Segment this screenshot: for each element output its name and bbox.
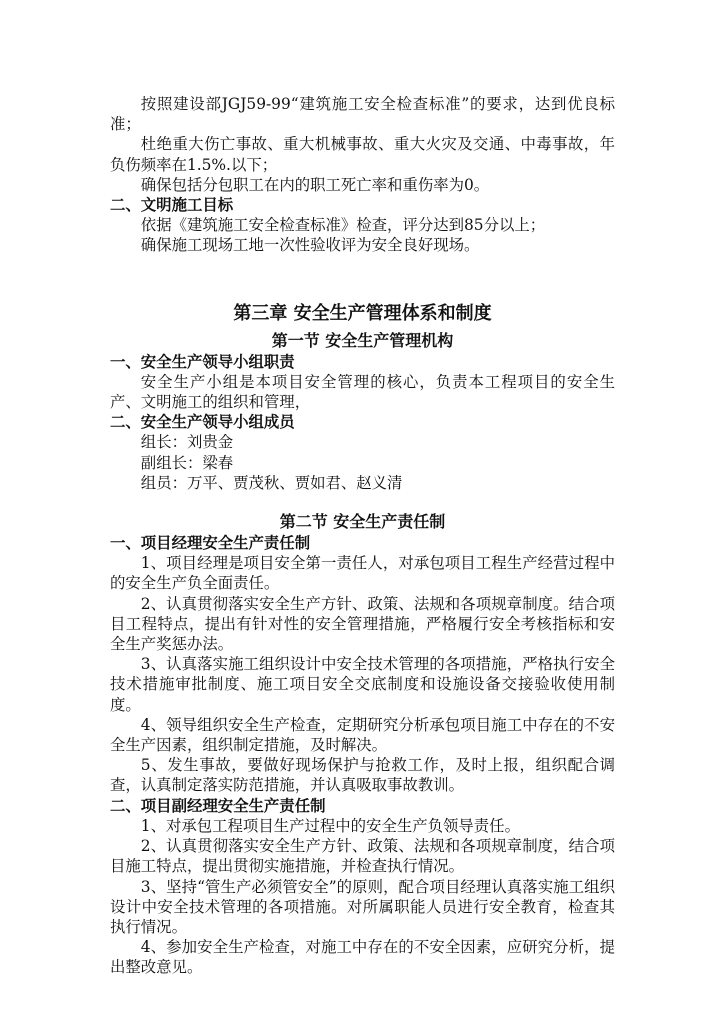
document-page — [110, 94, 615, 978]
deputy-pm-item: 3、坚持“管生产必须管安全”的原则，配合项目经理认真落实施工组织设计中安全技术管理的各项措施。对所属职能人员进行安全教育，检查其执行情况。 — [110, 877, 615, 936]
pm-item: 1、项目经理是项目安全第一责任人，对承包项目工程生产经营过程中的安全生产负全面责任。 — [110, 554, 615, 593]
deputy-pm-item: 1、对承包工程项目生产过程中的安全生产负领导责任。 — [140, 816, 520, 835]
intro-paragraph-1: 按照建设部JGJ59-99“建筑施工安全检查标准”的要求，达到优良标准； — [110, 95, 615, 134]
leadership-duties-paragraph: 安全生产小组是本项目安全管理的核心，负责本工程项目的安全生产、文明施工的组织和管理， — [110, 372, 615, 412]
pm-item: 5、发生事故，要做好现场保护与抢救工作，及时上报，组织配合调查，认真制定落实防范措施，并认真吸取事故教训。 — [110, 756, 615, 795]
pm-item: 3、认真落实施工组织设计中安全技术管理的各项措施，严格执行安全技术措施审批制度、施工项目安全交底制度和设施设备交接验收使用制度。 — [110, 655, 615, 714]
civil-goal-heading: 二、文明施工目标 — [110, 196, 234, 215]
pm-item: 4、领导组织安全生产检查，定期研究分析承包项目施工中存在的不安全生产因素，组织制定措施，及时解决。 — [110, 715, 615, 755]
civil-goal-paragraph-1: 依据《建筑施工安全检查标准》检查，评分达到85分以上； — [140, 216, 546, 235]
intro-paragraph-2: 杜绝重大伤亡事故、重大机械事故、重大火灾及交通、中毒事故，年负伤频率在1.5%.以下； — [110, 135, 615, 174]
section-2-title: 第二节 安全生产责任制 — [279, 512, 446, 532]
deputy-pm-item: 4、参加安全生产检查，对施工中存在的不安全因素，应研究分析，提出整改意见。 — [110, 938, 615, 977]
intro-paragraph-3: 确保包括分包职工在内的职工死亡率和重伤率为0。 — [140, 175, 490, 194]
deputy-pm-item: 2、认真贯彻落实安全生产方针、政策、法规和各项规章制度，结合项目施工特点，提出贯彻实施措施，并检查执行情况。 — [110, 837, 615, 876]
deputy-pm-responsibility-heading: 二、项目副经理安全生产责任制 — [110, 796, 326, 815]
chapter-title: 第三章 安全生产管理体系和制度 — [233, 302, 492, 324]
pm-item: 2、认真贯彻落实安全生产方针、政策、法规和各项规章制度。结合项目工程特点，提出有针对性的安全管理措施，严格履行安全考核指标和安全生产奖惩办法。 — [110, 594, 615, 654]
pm-responsibility-heading: 一、项目经理安全生产责任制 — [110, 534, 311, 553]
vice-group-leader: 副组长：梁春 — [140, 453, 234, 472]
group-leader: 组长：刘贵金 — [140, 433, 234, 452]
section-1-title: 第一节 安全生产管理机构 — [271, 330, 454, 350]
civil-goal-paragraph-2: 确保施工现场工地一次性验收评为安全良好现场。 — [140, 236, 480, 255]
leadership-members-heading: 二、安全生产领导小组成员 — [110, 413, 295, 432]
leadership-duties-heading: 一、安全生产领导小组职责 — [110, 352, 295, 371]
group-members: 组员：万平、贾茂秋、贾如君、赵义清 — [140, 473, 403, 492]
